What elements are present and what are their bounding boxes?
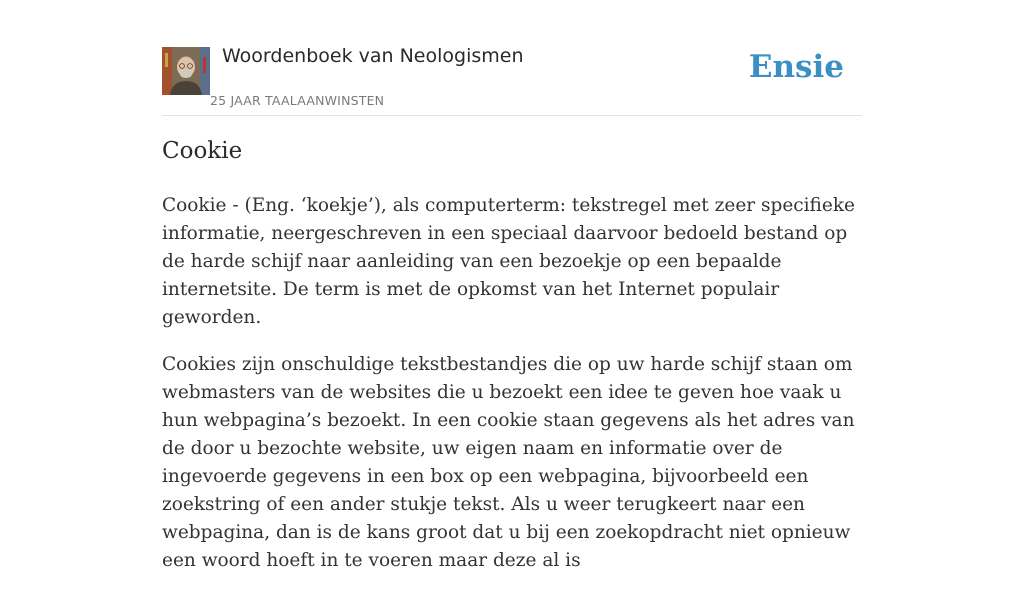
post-title: Cookie (162, 138, 243, 164)
blog-title[interactable]: Woordenboek van Neologismen (222, 45, 524, 67)
blog-header (162, 0, 862, 116)
avatar-portrait-icon (162, 47, 210, 95)
post-body (162, 192, 862, 594)
blog-tagline: 25 JAAR TAALAANWINSTEN (210, 93, 385, 108)
post-paragraph: Cookie - (Eng. ‘koekje’), als computerterm: tekstregel met zeer specifieke informatie, neergeschreven in een speciaal daarvoor bedoeld bestand op de harde schijf naar aanleiding van een bezoekje op een bepaalde internetsite. De term is met de opkomst van het Internet populair geworden. (162, 195, 856, 328)
post-paragraph: Cookies zijn onschuldige tekstbestandjes die op uw harde schijf staan om webmasters van de websites die u bezoekt een idee te geven hoe vaak u hun webpagina’s bezoekt. In een cookie staan gegevens als het adres van de door u bezochte website, uw eigen naam en informatie over de ingevoerde gegevens in een box op een webpagina, bijvoorbeeld een zoekstring of een ander stukje tekst. Als u weer terugkeert naar een webpagina, dan is de kans groot dat u bij een zoekopdracht niet opnieuw een woord hoeft in te voeren maar deze al is (162, 354, 855, 571)
author-avatar[interactable] (162, 47, 210, 95)
ensie-logo[interactable]: Ensie (748, 49, 844, 85)
